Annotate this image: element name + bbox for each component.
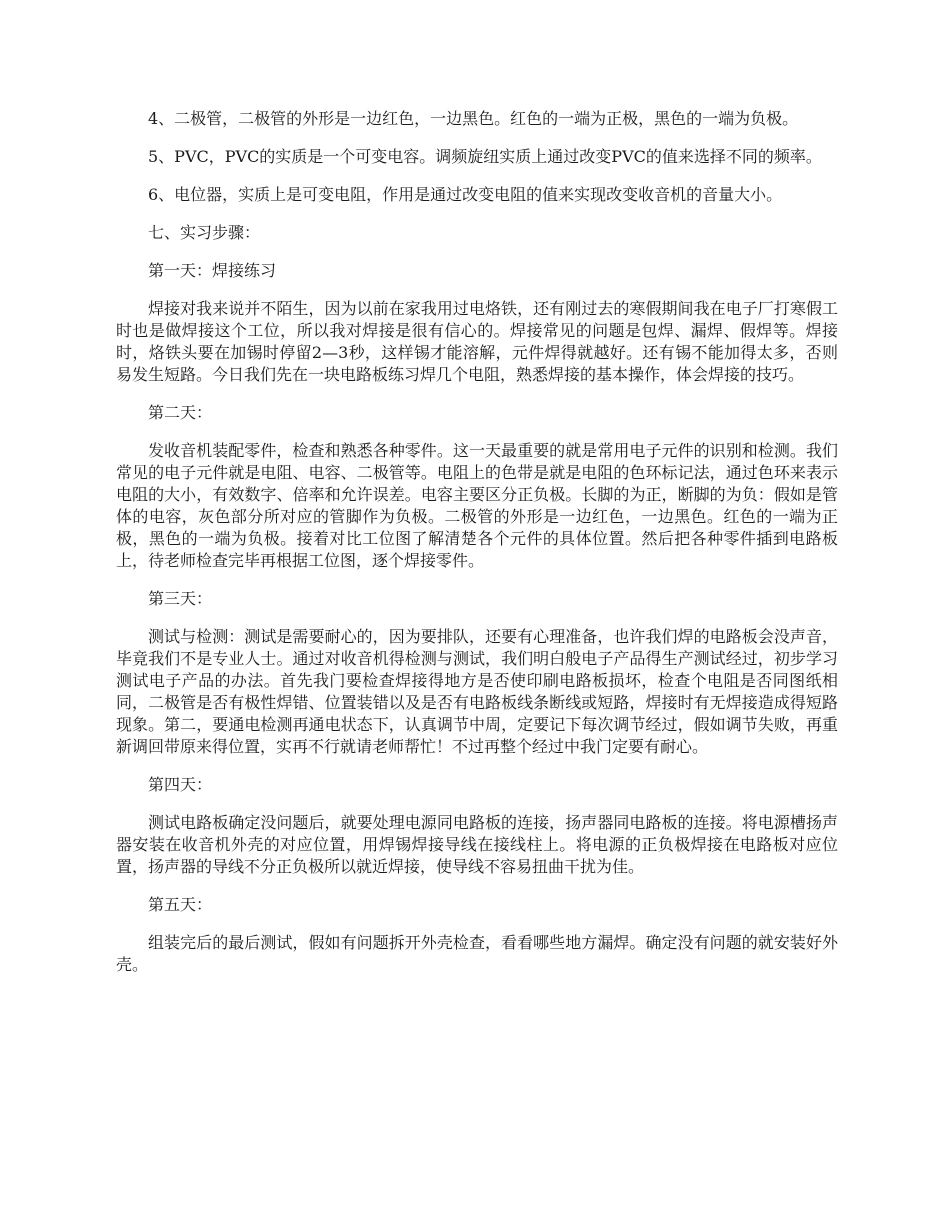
paragraph-diode: 4、二极管，二极管的外形是一边红色，一边黑色。红色的一端为正极，黑色的一端为负极。: [148, 109, 799, 128]
day-three-paragraph: 测试与检测：测试是需要耐心的，因为要排队，还要有心理准备，也许我们焊的电路板会没声音，毕竟我们不是专业人士。通过对收音机得检测与测试，我们明白般电子产品得生产测试经过，初步学习测试电子产品的办法。首先我门要检查焊接得地方是否使印刷电路板损坏，检查个电阻是否同图纸相同，二极管是否有极性焊错、位置装错以及是否有电路板线条断线或短路，焊接时有无焊接造成得短路现象。第二，要通电检测再通电状态下，认真调节中周，定要记下每次调节经过，假如调节失败，再重新调回带原来得位置，实再不行就请老师帮忙！不过再整个经过中我门定要有耐心。: [116, 627, 838, 756]
paragraph-potentiometer: 6、电位器，实质上是可变电阻，作用是通过改变电阻的值来实现改变收音机的音量大小。: [148, 185, 783, 204]
day-one-heading: 第一天：焊接练习: [148, 261, 277, 280]
document-page: [116, 108, 838, 992]
day-four-heading: 第四天：: [148, 775, 213, 794]
day-five-heading: 第五天：: [148, 895, 213, 914]
paragraph-pvc: 5、PVC，PVC的实质是一个可变电容。调频旋纽实质上通过改变PVC的值来选择不同的频率。: [148, 147, 822, 166]
section-heading-steps: 七、实习步骤：: [148, 223, 261, 242]
day-two-paragraph: 发收音机装配零件，检查和熟悉各种零件。这一天最重要的就是常用电子元件的识别和检测。我们常见的电子元件就是电阻、电容、二极管等。电阻上的色带是就是电阻的色环标记法，通过色环来表示电阻的大小，有效数字、倍率和允许误差。电容主要区分正负极。长脚的为正，断脚的为负：假如是管体的电容，灰色部分所对应的管脚作为负极。二极管的外形是一边红色，一边黑色。红色的一端为正极，黑色的一端为负极。接着对比工位图了解清楚各个元件的具体位置。然后把各种零件插到电路板上，待老师检查完毕再根据工位图，逐个焊接零件。: [116, 441, 838, 570]
day-one-paragraph: 焊接对我来说并不陌生，因为以前在家我用过电烙铁，还有刚过去的寒假期间我在电子厂打寒假工时也是做焊接这个工位，所以我对焊接是很有信心的。焊接常见的问题是包焊、漏焊、假焊等。焊接时，烙铁头要在加锡时停留2—3秒，这样锡才能溶解，元件焊得就越好。还有锡不能加得太多，否则易发生短路。今日我们先在一块电路板练习焊几个电阻，熟悉焊接的基本操作，体会焊接的技巧。: [116, 299, 838, 384]
day-two-heading: 第二天：: [148, 403, 213, 422]
day-four-paragraph: 测试电路板确定没问题后，就要处理电源同电路板的连接，扬声器同电路板的连接。将电源槽扬声器安装在收音机外壳的对应位置，用焊锡焊接导线在接线柱上。将电源的正负极焊接在电路板对应位置，扬声器的导线不分正负极所以就近焊接，使导线不容易扭曲干扰为佳。: [116, 813, 838, 876]
day-three-heading: 第三天：: [148, 589, 213, 608]
day-five-paragraph: 组装完后的最后测试，假如有问题拆开外壳检查，看看哪些地方漏焊。确定没有问题的就安装好外壳。: [116, 933, 838, 974]
